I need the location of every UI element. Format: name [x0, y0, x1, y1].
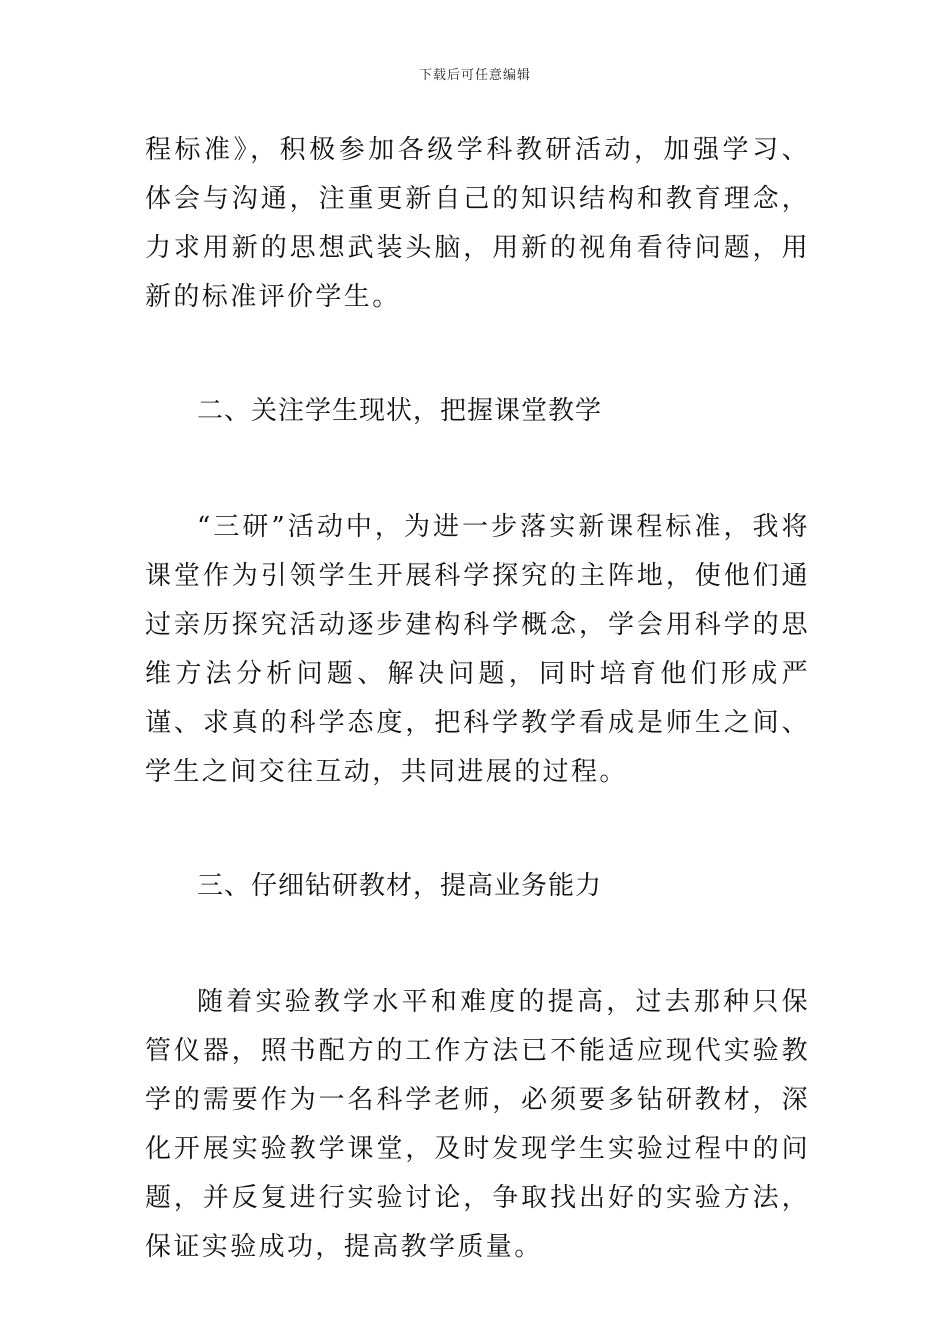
section-heading-2: 二、关注学生现状，把握课堂教学 — [197, 396, 603, 426]
paragraph-3: 随着实验教学水平和难度的提高，过去那种只保管仪器，照书配方的工作方法已不能适应现代实验教学的需要作为一名科学老师，必须要多钻研教材，深化开展实验教学课堂，及时发现学生实验过程中的问题，并反复进行实验讨论，争取找出好的实验方法，保证实验成功，提高教学质量。 — [145, 987, 810, 1262]
spacer — [145, 322, 810, 387]
spacer — [145, 436, 810, 503]
section-heading-3: 三、仔细钻研教材，提高业务能力 — [197, 871, 603, 901]
paragraph-2: “三研”活动中，为进一步落实新课程标准，我将课堂作为引领学生开展科学探究的主阵地，使他们通过亲历探究活动逐步建构科学概念，学会用科学的思维方法分析问题、解决问题，同时培育他们形成严谨、求真的科学态度，把科学教学看成是师生之间、学生之间交往互动，共同进展的过程。 — [145, 512, 810, 787]
document-body — [145, 126, 810, 1272]
paragraph-1: 程标准》，积极参加各级学科教研活动，加强学习、体会与沟通，注重更新自己的知识结构和教育理念，力求用新的思想武装头脑，用新的视角看待问题，用新的标准评价学生。 — [145, 135, 810, 312]
spacer — [145, 911, 810, 978]
spacer — [145, 797, 810, 862]
header-note: 下载后可任意编辑 — [418, 68, 531, 83]
